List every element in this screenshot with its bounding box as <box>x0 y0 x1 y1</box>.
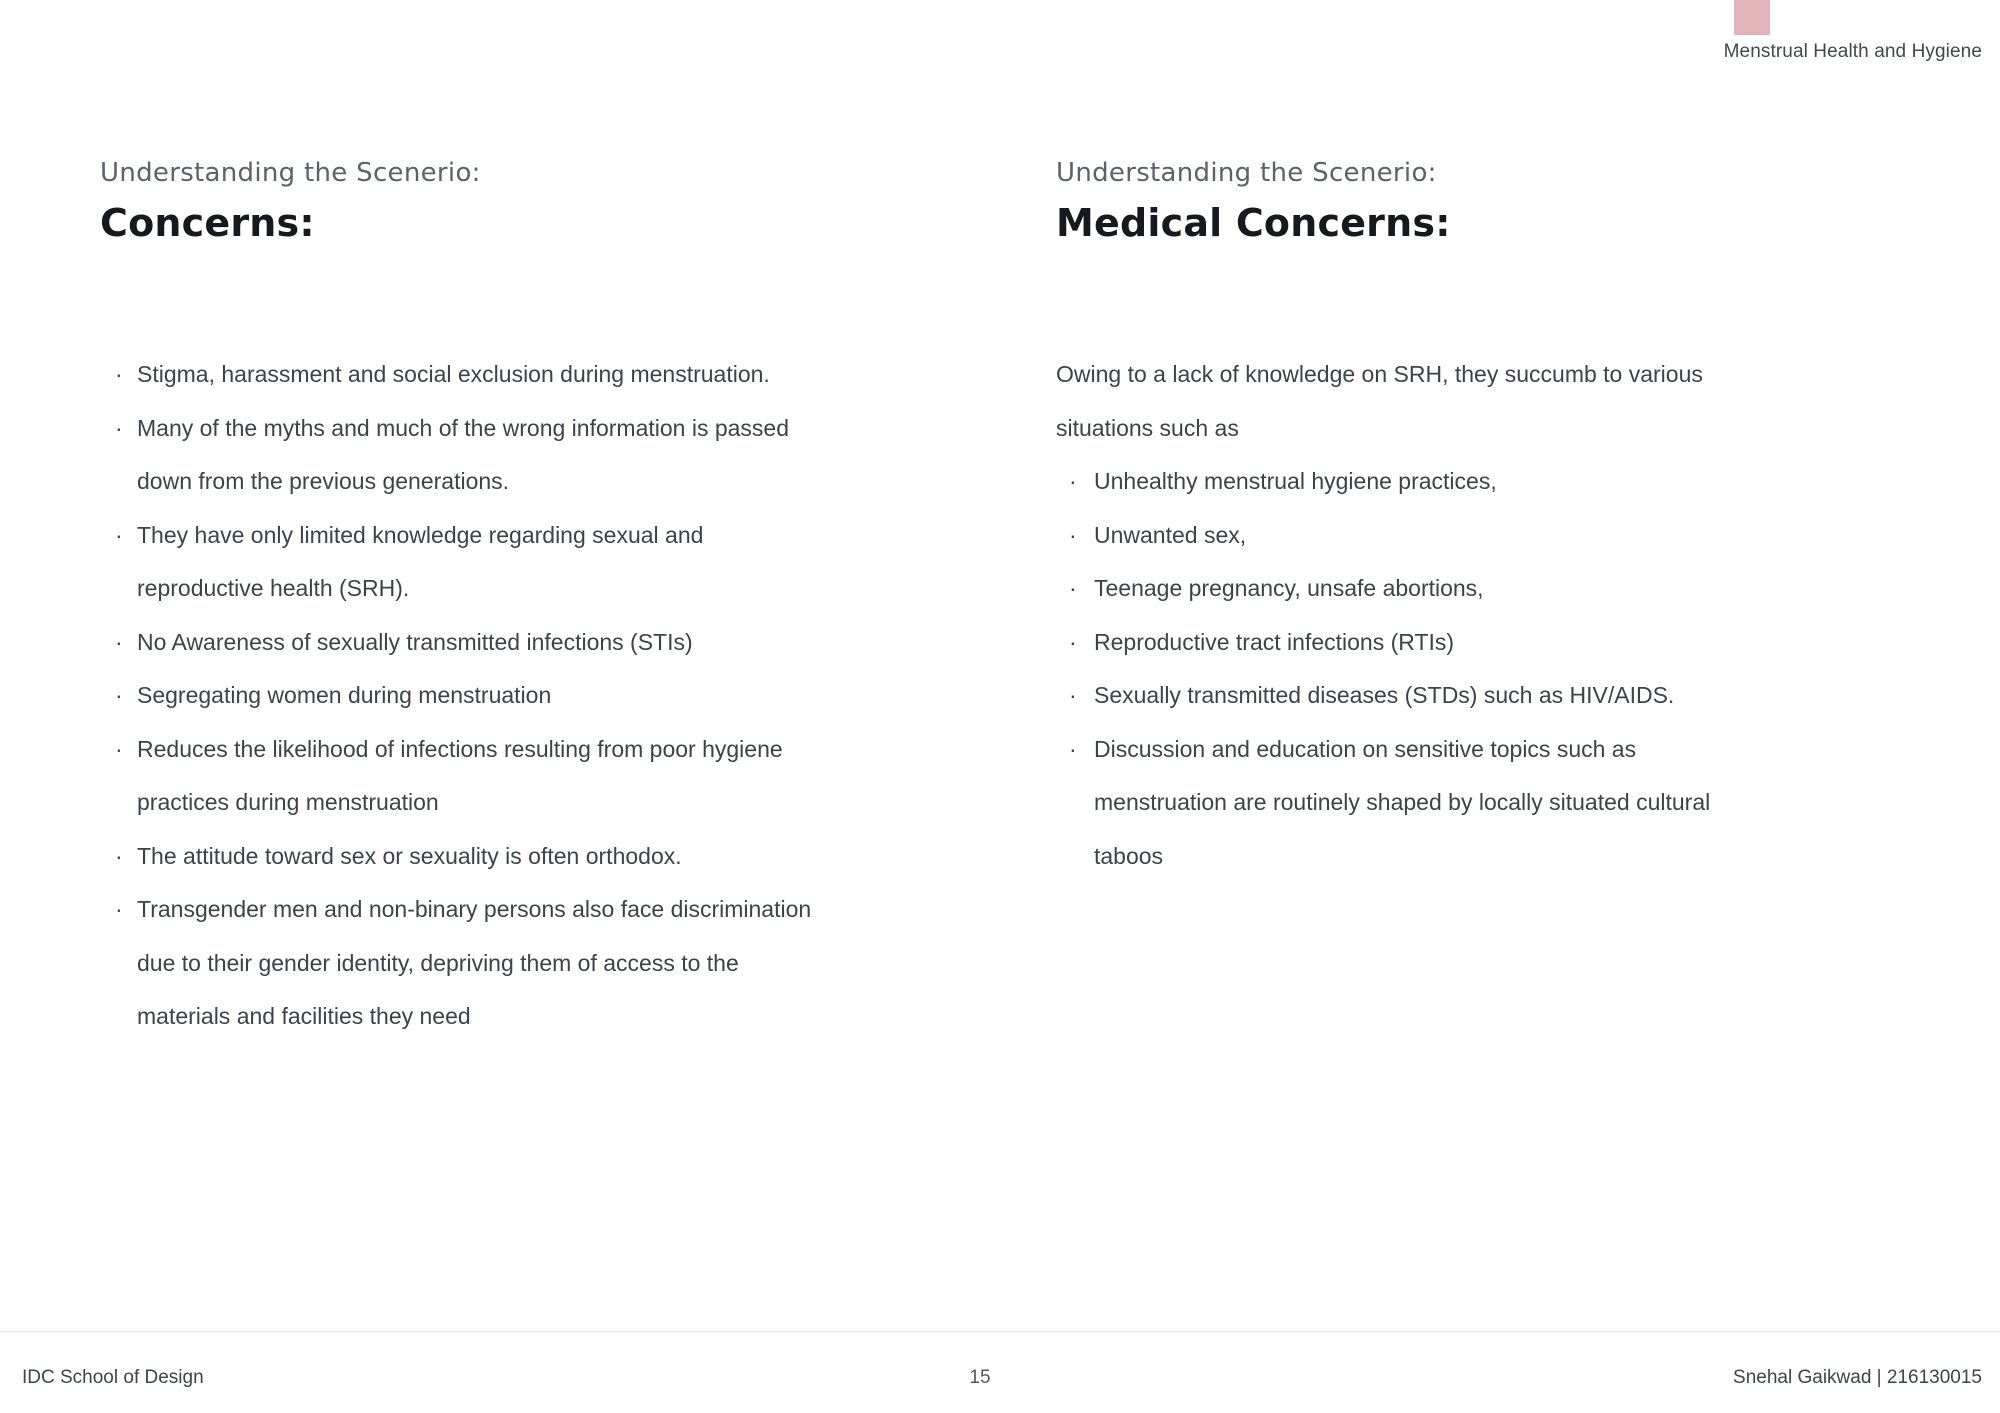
list-item-text: Discussion and education on sensitive topics such as menstruation are routinely shaped by locally situated cultural taboos <box>1094 735 1711 869</box>
list-item <box>100 723 825 830</box>
bullet-icon: · <box>1069 735 1077 762</box>
bullet-icon: · <box>1069 682 1077 708</box>
footer-institution: IDC School of Design <box>22 1367 204 1388</box>
footer-page-number: 15 <box>969 1367 991 1388</box>
list-item <box>1056 669 1716 723</box>
bullet-icon: · <box>1069 628 1077 655</box>
medical-concerns-title: Medical Concerns: <box>1056 201 1451 245</box>
footer-author: Snehal Gaikwad | 216130015 <box>1733 1367 1982 1388</box>
concerns-bullet-list <box>100 348 825 1044</box>
medical-concerns-bullet-list <box>1056 455 1716 883</box>
list-item-text: Many of the myths and much of the wrong information is passed down from the previous generations. <box>137 414 789 494</box>
slide-header-tag: Menstrual Health and Hygiene <box>1723 41 1982 62</box>
list-item <box>100 616 825 670</box>
list-item-text: The attitude toward sex or sexuality is often orthodox. <box>137 842 682 869</box>
concerns-title: Concerns: <box>100 201 315 245</box>
concerns-subtitle: Understanding the Scenerio: <box>100 158 481 188</box>
bullet-icon: · <box>115 361 123 387</box>
bullet-icon: · <box>115 521 123 548</box>
list-item-text: Sexually transmitted diseases (STDs) such as HIV/AIDS. <box>1094 682 1675 708</box>
footer-divider <box>0 1331 2000 1332</box>
medical-concerns-column <box>1056 156 1716 883</box>
list-item-text: Transgender men and non-binary persons also face discrimination due to their gender identity, depriving them of access to the materials and facilities they need <box>137 896 812 1029</box>
list-item-text: Reduces the likelihood of infections resulting from poor hygiene practices during menstruation <box>137 735 783 815</box>
list-item-text: Unhealthy menstrual hygiene practices, <box>1094 468 1497 494</box>
medical-concerns-intro: Owing to a lack of knowledge on SRH, they succumb to various situations such as <box>1056 361 1703 441</box>
list-item-text: Unwanted sex, <box>1094 521 1247 548</box>
list-item-text: Reproductive tract infections (RTIs) <box>1094 628 1455 655</box>
list-item-text: Stigma, harassment and social exclusion during menstruation. <box>137 361 770 387</box>
list-item-text: No Awareness of sexually transmitted infections (STIs) <box>137 628 693 655</box>
medical-concerns-subtitle: Understanding the Scenerio: <box>1056 158 1437 188</box>
list-item <box>1056 509 1716 563</box>
list-item <box>100 402 825 509</box>
list-item <box>100 883 825 1044</box>
concerns-column <box>100 156 825 1044</box>
brand-accent-square <box>1734 0 1770 35</box>
list-item-text: They have only limited knowledge regarding sexual and reproductive health (SRH). <box>137 521 704 601</box>
list-item <box>1056 616 1716 670</box>
bullet-icon: · <box>115 842 123 869</box>
bullet-icon: · <box>115 735 123 762</box>
list-item <box>100 669 825 723</box>
bullet-icon: · <box>1069 468 1077 494</box>
bullet-icon: · <box>115 896 123 922</box>
bullet-icon: · <box>1069 521 1077 548</box>
bullet-icon: · <box>115 682 123 708</box>
list-item <box>1056 723 1716 884</box>
list-item <box>100 348 825 402</box>
bullet-icon: · <box>1069 575 1077 601</box>
list-item-text: Teenage pregnancy, unsafe abortions, <box>1094 575 1484 601</box>
bullet-icon: · <box>115 628 123 655</box>
list-item <box>100 830 825 884</box>
list-item <box>100 509 825 616</box>
list-item-text: Segregating women during menstruation <box>137 682 552 708</box>
list-item <box>1056 562 1716 616</box>
bullet-icon: · <box>115 414 123 441</box>
list-item <box>1056 455 1716 509</box>
